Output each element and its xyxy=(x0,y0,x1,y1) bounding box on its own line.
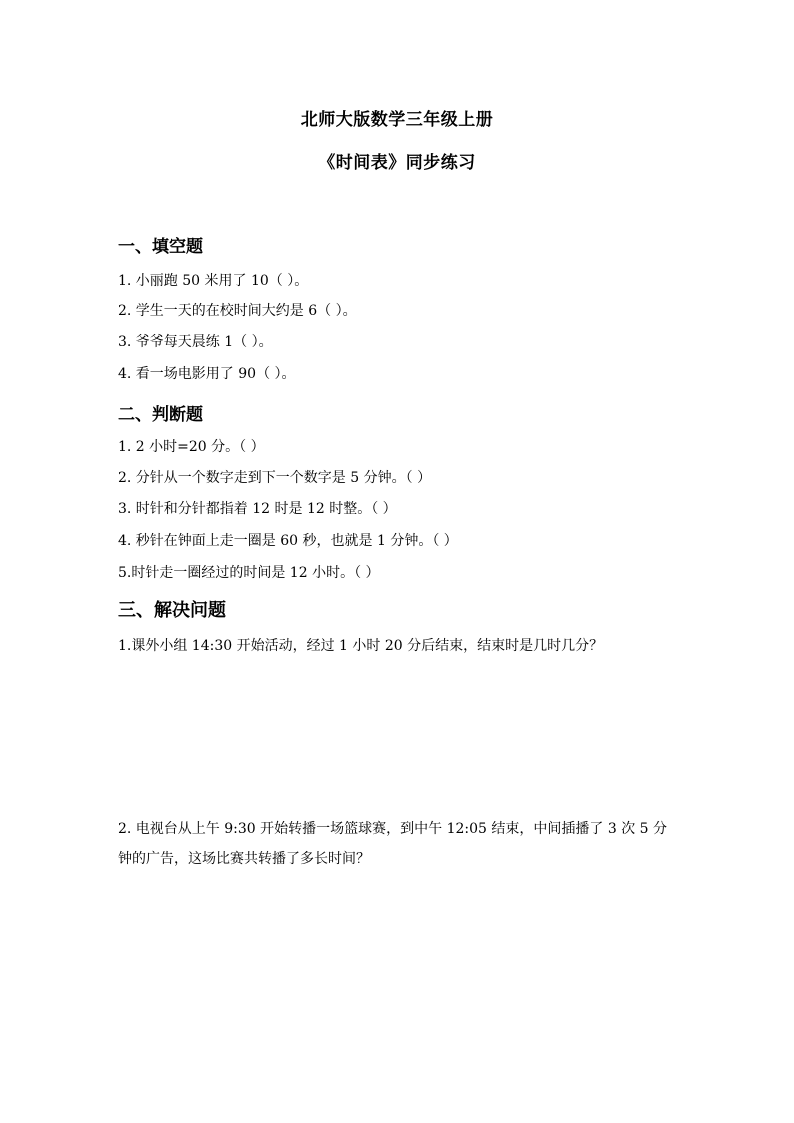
question-item: 4. 秒针在钟面上走一圈是 60 秒，也就是 1 分钟。（ ） xyxy=(118,533,458,549)
question-item: 5.时针走一圈经过的时间是 12 小时。（ ） xyxy=(118,565,380,581)
question-item: 2. 电视台从上午 9:30 开始转播一场篮球赛，到中午 12:05 结束，中间插播了 3 次 5 分钟的广告，这场比赛共转播了多长时间？ xyxy=(118,821,668,867)
section-heading-fill-blank: 一、填空题 xyxy=(118,237,203,257)
section-heading-problem-solving: 三、解决问题 xyxy=(118,600,226,621)
worksheet-subtitle: 《时间表》同步练习 xyxy=(318,153,476,173)
question-item: 1.课外小组 14:30 开始活动，经过 1 小时 20 分后结束，结束时是几时几分？ xyxy=(118,638,604,654)
section-heading-true-false: 二、判断题 xyxy=(118,405,203,425)
question-item: 1. 2 小时=20 分。（ ） xyxy=(118,439,265,455)
question-item: 3. 时针和分针都指着 12 时是 12 时整。（ ） xyxy=(118,501,397,517)
worksheet-title: 北师大版数学三年级上册 xyxy=(300,110,494,130)
question-item: 4. 看一场电影用了 90（ ）。 xyxy=(118,366,296,382)
question-item: 1. 小丽跑 50 米用了 10（ ）。 xyxy=(118,273,309,289)
question-item: 3. 爷爷每天晨练 1（ ）。 xyxy=(118,334,273,350)
question-item: 2. 学生一天的在校时间大约是 6（ ）。 xyxy=(118,303,357,319)
question-item: 2. 分针从一个数字走到下一个数字是 5 分钟。（ ） xyxy=(118,470,432,486)
